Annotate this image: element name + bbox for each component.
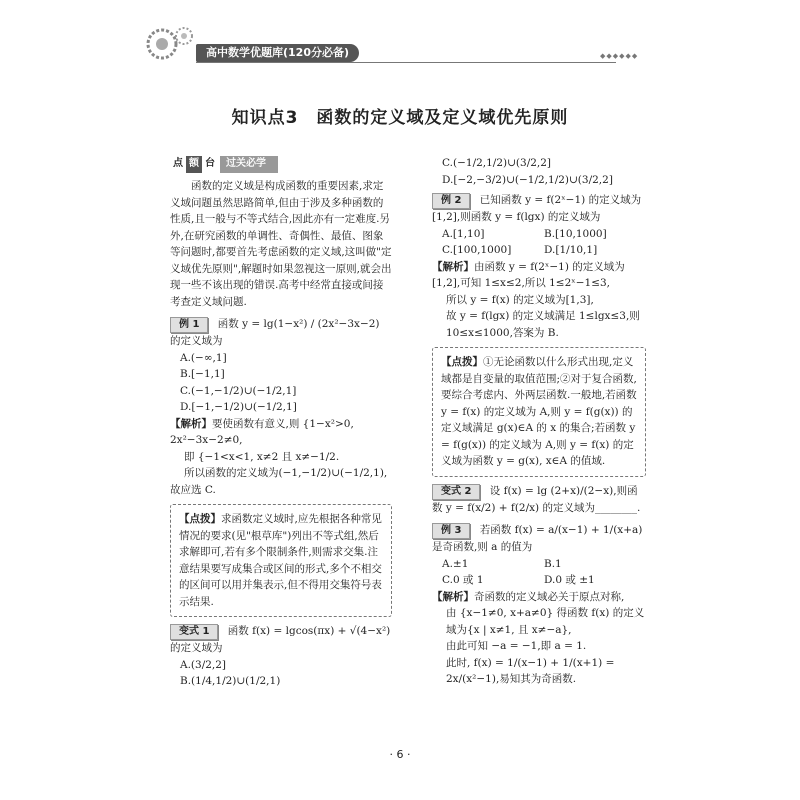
solution-label: 【解析】 <box>432 590 474 603</box>
example-1-badge: 例 1 <box>170 317 208 333</box>
solution-label: 【解析】 <box>432 260 474 273</box>
tip-box-2 <box>432 347 646 477</box>
page-title: 知识点3 函数的定义域及定义域优先原则 <box>231 108 569 128</box>
tip-text: 求函数定义域时,应先根据各种常见情况的要求(见"根草库")列出不等式组,然后求解即可,若有多个限制条件,则需求交集.注意结果要写成集合或区间的形式,多个不相交的区间可以用并集表示,但不得用交集符号表示结果. <box>179 513 382 608</box>
option: A.(3/2,2] <box>180 658 227 671</box>
header-tab: 高中数学优题库(120分必备) <box>196 44 359 62</box>
example-3-stem: 若函数 f(x) = a/(x−1) + 1/(x+a) 是奇函数,则 a 的值为 <box>432 524 643 553</box>
variant-2-badge: 变式 2 <box>432 484 480 500</box>
example-2-badge: 例 2 <box>432 193 470 209</box>
tip-label: 【点拨】 <box>179 513 221 526</box>
option: C.0 或 1 <box>442 574 484 586</box>
option: B.[10,1000] <box>544 227 607 240</box>
tip-label: 【点拨】 <box>441 356 483 368</box>
example-3-badge: 例 3 <box>432 523 470 539</box>
option: D.0 或 ±1 <box>544 574 595 586</box>
solution-line: 所以 y = f(x) 的定义域为[1,3], <box>446 293 594 306</box>
example-1-stem: 函数 y = lg(1−x²) / (2x²−3x−2) 的定义域为 <box>170 318 380 348</box>
solution-line: 奇函数的定义域必关于原点对称, <box>474 590 625 603</box>
solution-label: 【解析】 <box>170 417 212 430</box>
example-2-stem: 已知函数 y = f(2ˣ−1) 的定义域为[1,2],则函数 y = f(lgx) 的定义域为 <box>432 194 642 223</box>
gear-decoration-icon <box>140 22 200 62</box>
header-rule <box>196 62 616 63</box>
solution-line: 由函数 y = f(2ˣ−1) 的定义域为[1,2],可知 1≤x≤2,所以 1≤2ˣ−1≤3, <box>432 260 625 289</box>
solution-line: 故应选 C. <box>170 483 216 496</box>
example-3 <box>432 522 646 688</box>
option: B.[−1,1] <box>180 368 225 381</box>
solution-line: 此时, f(x) = 1/(x−1) + 1/(x+1) = 2x/(x²−1),易知其为奇函数. <box>446 656 615 685</box>
section-tag: 点 额 台 过关必学 <box>170 156 278 172</box>
option: B.1 <box>544 557 562 570</box>
option: C.(−1/2,1/2)∪(3/2,2] <box>442 157 552 169</box>
tip-text: ①无论函数以什么形式出现,定义域都是自变量的取值范围;②对于复合函数,要综合考虑内、外两层函数.一般地,若函数 y = f(x) 的定义域为 A,则 y = f(g(x)) 的定义域满足 g(x)∈A 的 x 的集合;若函数 y = f(g(x)) 的定义域为 A,则 y = f(x) 的定义域为函数 y = g(x), x∈A 的值域. <box>441 356 637 467</box>
option: C.(−1,−1/2)∪(−1/2,1] <box>180 384 297 397</box>
left-column <box>170 155 392 690</box>
header-dots: ◆◆◆◆◆◆ <box>600 52 639 60</box>
tip-box-1 <box>170 504 392 617</box>
solution-line: 由此可知 −a = −1,即 a = 1. <box>446 640 587 652</box>
intro-paragraph: 函数的定义域是构成函数的重要因素,求定义域问题虽然思路简单,但由于涉及多种函数的性质,且一般与不等式结合,因此亦有一定难度.另外,在研究函数的单调性、奇偶性、最值、图象等问题时,都要首先考虑函数的定义域,这叫做"定义域优先原则",解题时如果忽视这一原则,就会出现一些不该出现的错误.高考中经常直接或间接考查定义域问题. <box>170 180 392 308</box>
option: A.±1 <box>442 557 469 570</box>
option: D.[1/10,1] <box>544 244 598 256</box>
option: C.[100,1000] <box>442 244 512 256</box>
option: D.[−1,−1/2)∪(−1/2,1] <box>180 401 297 414</box>
variant-1-stem: 函数 f(x) = lgcos(πx) + √(4−x²) 的定义域为 <box>170 625 391 655</box>
variant-2-stem: 设 f(x) = lg (2+x)/(2−x),则函数 y = f(x/2) + f(2/x) 的定义域为________. <box>432 484 641 514</box>
variant-2 <box>432 483 646 517</box>
page-number: · 6 · <box>389 748 411 761</box>
option: A.(−∞,1] <box>180 351 227 364</box>
option: B.(1/4,1/2)∪(1/2,1) <box>180 675 281 688</box>
solution-line: 即 {−1<x<1, x≠2 且 x≠−1/2. <box>184 450 340 463</box>
example-1 <box>170 316 392 498</box>
solution-line: 所以函数的定义域为(−1,−1/2)∪(−1/2,1), <box>184 467 388 480</box>
solution-line: 故 y = f(lgx) 的定义域满足 1≤lgx≤3,则 10≤x≤1000,答案为 B. <box>446 310 640 339</box>
solution-line: 要使函数有意义,则 {1−x²>0, 2x²−3x−2≠0, <box>170 417 354 447</box>
variant-1-badge: 变式 1 <box>170 624 218 640</box>
right-column <box>432 155 646 688</box>
option: A.[1,10] <box>442 227 485 240</box>
solution-line: 由 {x−1≠0, x+a≠0} 得函数 f(x) 的定义域为{x | x≠1, 且 x≠−a}, <box>446 607 645 636</box>
option: D.[−2,−3/2)∪(−1/2,1/2)∪(3/2,2] <box>442 173 613 186</box>
example-2 <box>432 192 646 341</box>
variant-1 <box>170 623 392 690</box>
